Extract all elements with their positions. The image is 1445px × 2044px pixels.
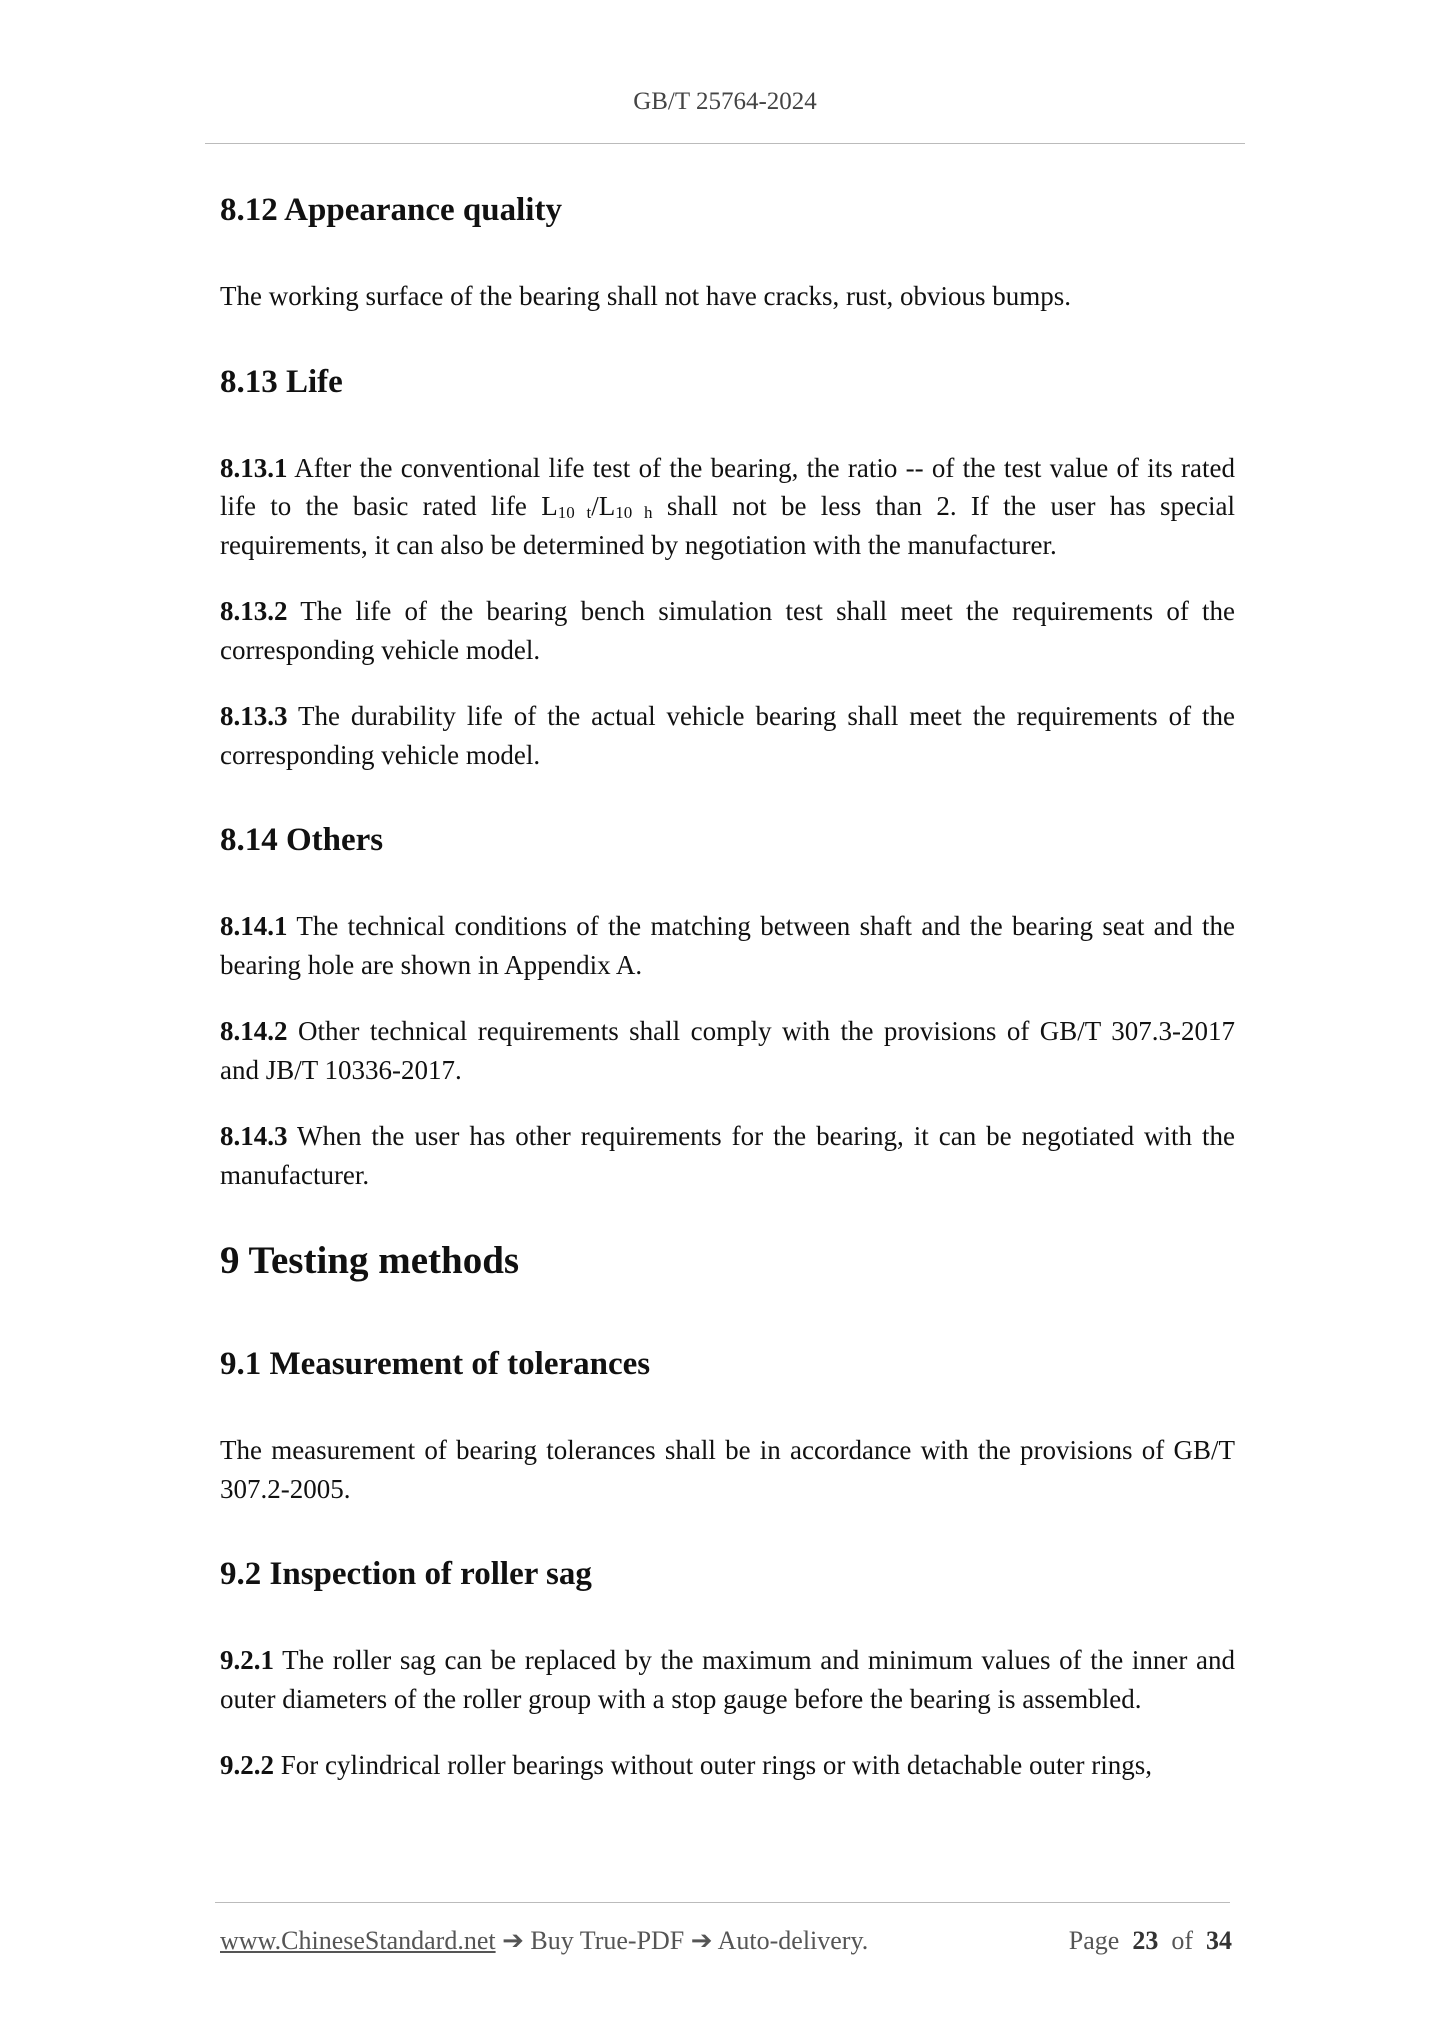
para-text: Other technical requirements shall comply with the provisions of GB/T 307.3-2017 and JB/T 10336-2017. (220, 1016, 1235, 1085)
para-8-14-3 (220, 1117, 1235, 1194)
footer-promo (220, 1924, 868, 1958)
para-text: shall not be less than 2. If the user has special requirements, it can also be determined by negotiation with the manufacturer. (220, 491, 1236, 560)
para-text: After the conventional life test of the bearing, the ratio -- of the test value of its rated life to the basic rated life L (220, 452, 1235, 521)
heading-8-13: 8.13 Life (220, 363, 343, 400)
heading-9-1: 9.1 Measurement of tolerances (220, 1346, 651, 1382)
para-8-13-1 (220, 449, 1235, 565)
para-8-13-2 (220, 592, 1235, 669)
clause-number: 8.14.3 (220, 1121, 288, 1151)
subscript-10h: 10 h (615, 503, 653, 522)
page-total: 34 (1206, 1926, 1232, 1955)
clause-number: 8.13.1 (220, 452, 288, 483)
para-text: The technical conditions of the matching between shaft and the bearing seat and the bearing hole are shown in Appendix A. (220, 911, 1235, 980)
clause-number: 8.13.3 (220, 701, 288, 731)
heading-9-2: 9.2 Inspection of roller sag (220, 1556, 592, 1592)
of-label: of (1171, 1926, 1193, 1955)
clause-number: 9.2.2 (220, 1750, 274, 1780)
para-8-14-1 (220, 907, 1235, 984)
para-8-12: The working surface of the bearing shall not have cracks, rust, obvious bumps. (220, 281, 1072, 311)
clause-number: 8.14.1 (220, 911, 288, 941)
para-text: /L (591, 491, 616, 521)
page-header: GB/T 25764-2024 (633, 88, 817, 115)
header-divider (205, 143, 1245, 144)
heading-8-12: 8.12 Appearance quality (220, 192, 562, 228)
para-9-1: The measurement of bearing tolerances shall be in accordance with the provisions of GB/T 307.2-2005. (220, 1435, 1235, 1504)
page-number: 23 (1132, 1926, 1159, 1955)
clause-number: 8.13.2 (220, 596, 288, 626)
para-text: The life of the bearing bench simulation test shall meet the requirements of the corresponding vehicle model. (220, 596, 1235, 665)
page-label: Page (1068, 1926, 1120, 1955)
para-text: When the user has other requirements for the bearing, it can be negotiated with the manufacturer. (220, 1121, 1235, 1190)
para-text: The durability life of the actual vehicle bearing shall meet the requirements of the corresponding vehicle model. (220, 701, 1235, 770)
para-9-2-1 (220, 1641, 1235, 1718)
website-link[interactable]: www.ChineseStandard.net (220, 1926, 496, 1955)
para-8-13-3 (220, 697, 1235, 774)
document-body (220, 190, 1235, 1785)
clause-number: 8.14.2 (220, 1016, 288, 1046)
page-counter (1069, 1924, 1232, 1958)
subscript-10t: 10 t (557, 503, 592, 522)
footer-promo-text: ➔ Buy True-PDF ➔ Auto-delivery. (495, 1926, 869, 1955)
para-text: For cylindrical roller bearings without outer rings or with detachable outer rings, (274, 1750, 1153, 1780)
para-9-2-2 (220, 1746, 1235, 1785)
clause-number: 9.2.1 (220, 1645, 274, 1675)
heading-8-14: 8.14 Others (220, 822, 384, 858)
para-8-14-2 (220, 1012, 1235, 1089)
para-text: The roller sag can be replaced by the maximum and minimum values of the inner and outer diameters of the roller group with a stop gauge before the bearing is assembled. (220, 1645, 1235, 1714)
heading-9: 9 Testing methods (220, 1239, 520, 1282)
footer-divider (215, 1902, 1230, 1903)
